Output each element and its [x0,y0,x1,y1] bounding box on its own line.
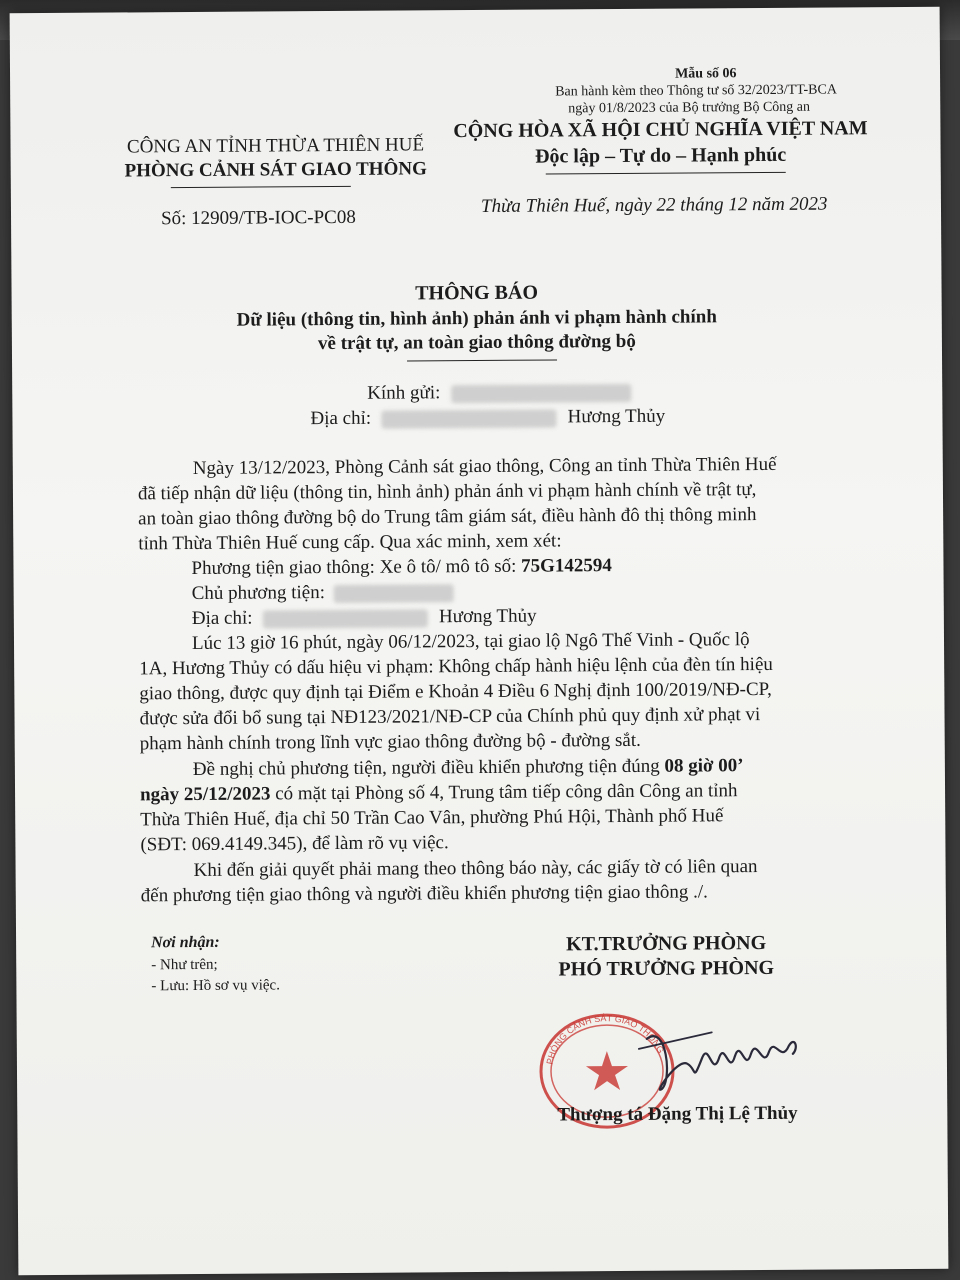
recipient-address-visible: Hương Thủy [567,405,666,428]
p1-line1: Ngày 13/12/2023, Phòng Cảnh sát giao thông, Công an tỉnh Thừa Thiên Huế [192,453,777,479]
notice-subtitle-line2: về trật tự, an toàn giao thông đường bộ [317,330,636,355]
form-number: Mẫu số 06 [674,66,737,82]
header-left-underline [171,186,351,188]
appointment-time: 08 giờ 00’ [664,755,744,777]
p1-line2: đã tiếp nhận dữ liệu (thông tin, hình ảnh) phản ánh vi phạm hành chính về trật tự, [137,479,757,505]
p3-line1 [193,754,744,782]
redacted-address [382,409,557,428]
p2-line2: 1A, Hương Thủy có dấu hiệu vi phạm: Không chấp hành hiệu lệnh của đèn tín hiệu [139,653,773,680]
p2-line1: Lúc 13 giờ 16 phút, ngày 06/12/2023, tại giao lộ Ngô Thế Vinh - Quốc lộ [191,629,750,655]
recipient-address-label: Địa chỉ: [310,407,372,430]
issued-with-line1: Ban hành kèm theo Thông tư số 32/2023/TT-BCA [555,82,837,100]
redacted-owner-address [263,609,428,628]
owner-address-visible: Hương Thủy [438,605,537,628]
owner-address-row [192,605,537,632]
license-plate: 75G142594 [521,555,612,577]
document-page [10,7,949,1275]
p3-line2 [140,779,738,808]
signer-role1: KT.TRƯỞNG PHÒNG [566,932,767,956]
header-right-underline [546,172,786,175]
p1-line4: tỉnh Thừa Thiên Huế cung cấp. Qua xác minh, xem xét: [138,530,562,555]
p4-line1: Khi đến giải quyết phải mang theo thông báo này, các giấy tờ có liên quan [193,856,758,881]
owner-address-label: Địa chỉ: [191,607,253,630]
national-motto: Độc lập – Tự do – Hạnh phúc [534,143,787,168]
notice-title: THÔNG BÁO [415,281,539,305]
owner-row [192,580,454,606]
p3-line2-text: có mặt tại Phòng số 4, Trung tâm tiếp công dân Công an tỉnh [275,780,738,805]
redacted-owner [334,584,454,603]
recipient-address-row [310,406,665,430]
place-date: Thừa Thiên Huế, ngày 22 tháng 12 năm 2023 [480,193,828,217]
handwritten-signature [617,1018,808,1099]
p3-line3: Thừa Thiên Huế, địa chỉ 50 Trần Cao Vân, phường Phú Hội, Thành phố Huế [140,805,724,831]
owner-label: Chủ phương tiện: [191,582,326,605]
seal-text: PHÒNG CẢNH SÁT GIAO THÔNG [544,1013,666,1066]
issuing-org: CÔNG AN TỈNH THỪA THIÊN HUẾ [126,134,425,158]
p1-line3: an toàn giao thông đường bộ do Trung tâm giám sát, điều hành đô thị thông minh [138,504,757,530]
recipients-label: Nơi nhận: [151,933,220,952]
issued-with-line2: ngày 01/8/2023 của Bộ trưởng Bộ Công an [568,99,811,117]
p3-line4: (SĐT: 069.4149.345), để làm rõ vụ việc. [140,832,449,856]
title-underline [407,359,557,361]
recipient-label: Kính gửi: [367,382,441,404]
appointment-date: ngày 25/12/2023 [139,783,271,806]
vehicle-label: Phương tiện giao thông: Xe ô tô/ mô tô số: [191,555,517,580]
document-number: Số: 12909/TB-IOC-PC08 [160,206,356,230]
notice-subtitle-line1: Dữ liệu (thông tin, hình ảnh) phản ánh vi phạm hành chính [236,306,717,331]
p2-line3: giao thông, được quy định tại Điểm e Khoản 4 Điều 6 Nghị định 100/2019/NĐ-CP, [139,678,772,705]
redacted-name [451,384,631,403]
country-name: CỘNG HÒA XÃ HỘI CHỦ NGHĨA VIỆT NAM [453,117,868,143]
vehicle-row [191,554,612,581]
recipients-item1: - Như trên; [151,956,218,974]
p2-line4: được sửa đổi bổ sung tại NĐ123/2021/NĐ-CP của Chính phủ quy định xử phạt vi [139,704,761,730]
recipient-row [367,381,631,405]
p3-line1-text: Đề nghị chủ phương tiện, người điều khiển phương tiện đúng [192,755,660,781]
signer-role2: PHÓ TRƯỞNG PHÒNG [558,956,775,981]
issuing-department: PHÒNG CẢNH SÁT GIAO THÔNG [124,158,427,182]
p4-line2: đến phương tiện giao thông và người điều khiển phương tiện giao thông ./. [140,881,708,907]
signer-name: Thượng tá Đặng Thị Lệ Thủy [557,1102,798,1126]
recipients-item2: - Lưu: Hồ sơ vụ việc. [151,977,281,995]
p2-line5: phạm hành chính trong lĩnh vực giao thông đường bộ - đường sắt. [139,729,641,755]
